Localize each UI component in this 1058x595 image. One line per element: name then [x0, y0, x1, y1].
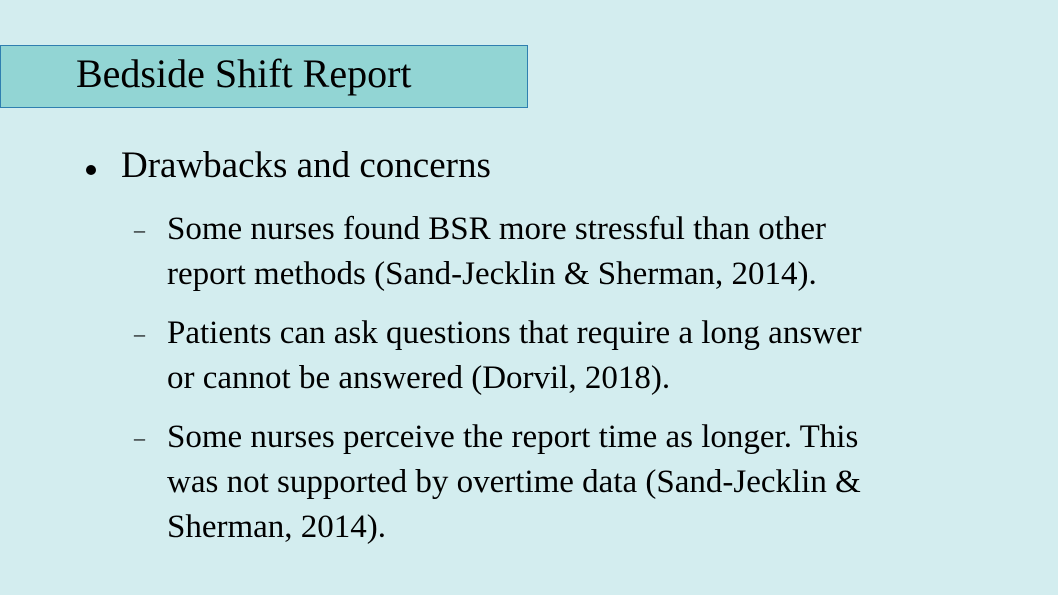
- dash-icon: –: [134, 321, 145, 346]
- sub-bullet-line: Patients can ask questions that require a long answer: [167, 315, 862, 351]
- sub-bullet-2: [134, 311, 974, 403]
- bullet-dot-icon: [86, 165, 96, 175]
- sub-bullet-line: or cannot be answered (Dorvil, 2018).: [167, 360, 671, 396]
- sub-bullet-text: [167, 415, 967, 550]
- slide-title: Bedside Shift Report: [76, 51, 412, 96]
- sub-bullet-text: [167, 207, 967, 297]
- dash-icon: –: [134, 425, 145, 450]
- sub-bullet-line: was not supported by overtime data (Sand-Jecklin &: [167, 464, 861, 500]
- sub-bullet-1: [134, 207, 974, 299]
- sub-bullet-line: report methods (Sand-Jecklin & Sherman, 2014).: [167, 256, 817, 292]
- sub-bullet-text: [167, 311, 967, 401]
- sub-bullet-3: [134, 415, 974, 552]
- sub-bullet-line: Some nurses found BSR more stressful than other: [167, 211, 827, 247]
- sub-bullet-line: Sherman, 2014).: [167, 509, 387, 545]
- dash-icon: –: [134, 217, 145, 242]
- bullet-text: Drawbacks and concerns: [121, 145, 491, 186]
- sub-bullet-line: Some nurses perceive the report time as longer. This: [167, 419, 859, 455]
